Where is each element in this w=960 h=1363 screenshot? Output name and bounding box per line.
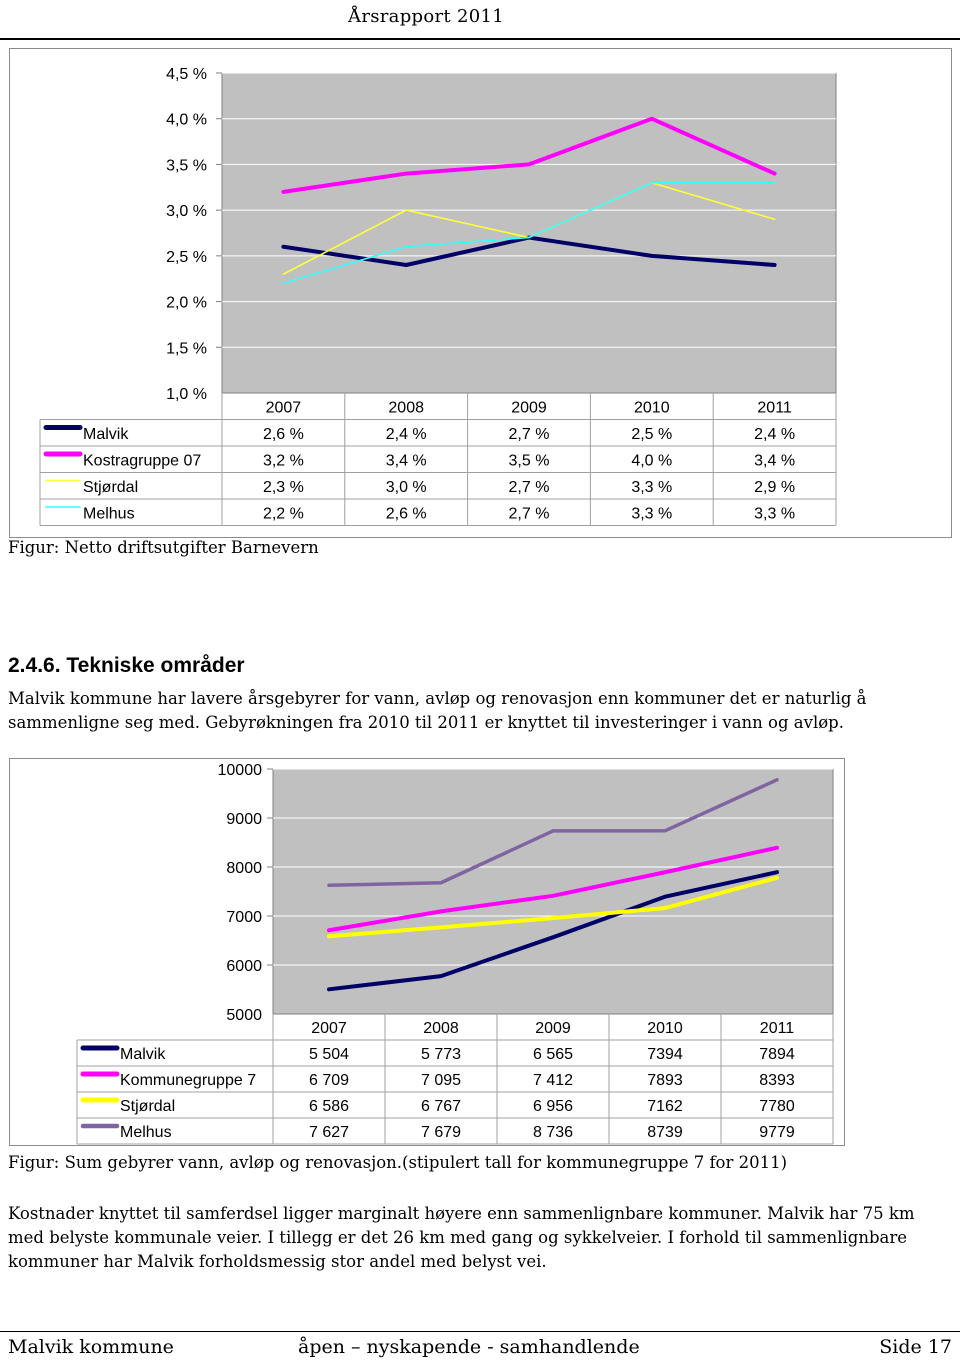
chart1-table-year: 2011	[757, 399, 792, 417]
chart1-legend-label: Kostragruppe 07	[83, 452, 202, 470]
chart2-table-cell: 6 586	[308, 1098, 350, 1115]
chart2-table-cell: 7780	[759, 1098, 795, 1115]
chart1-legend-label: Malvik	[83, 426, 129, 443]
figure-caption-gebyrer: Figur: Sum gebyrer vann, avløp og renovasjon.(stipulert tall for kommunegruppe 7 for 2011)	[8, 1153, 788, 1172]
chart2-table-cell: 7162	[647, 1098, 683, 1115]
chart2-table-cell: 8 736	[532, 1124, 574, 1141]
chart2-table-year: 2007	[311, 1020, 347, 1037]
chart2-table-cell: 7894	[759, 1046, 795, 1063]
chart1-y-tick-label: 2,5 %	[166, 248, 207, 266]
footer-right: Side 17	[879, 1336, 952, 1358]
chart1-table-cell: 3,3 %	[631, 479, 673, 496]
chart2-y-tick-label: 5000	[226, 1007, 262, 1024]
chart1-table-year: 2010	[634, 399, 670, 417]
chart1-plot-area	[222, 73, 836, 393]
chart1-table-cell: 3,2 %	[262, 452, 304, 470]
header-rule	[0, 38, 960, 40]
chart1-table-year: 2007	[265, 399, 302, 417]
chart-frame-gebyrer	[9, 758, 845, 1146]
chart2-legend-label: Stjørdal	[120, 1098, 176, 1115]
chart1-table-cell: 2,6 %	[385, 505, 427, 523]
chart1-table-cell: 3,3 %	[754, 505, 796, 523]
footer-center: åpen – nyskapende - samhandlende	[298, 1336, 640, 1358]
chart2-table-cell: 6 565	[532, 1046, 574, 1063]
chart-barnevern	[10, 49, 951, 537]
chart2-table-cell: 7893	[647, 1072, 683, 1089]
chart2-y-tick-label: 10000	[217, 762, 262, 779]
chart1-y-tick-label: 4,5 %	[166, 66, 207, 83]
chart1-legend-label: Melhus	[83, 505, 135, 523]
chart-gebyrer	[10, 759, 844, 1145]
chart2-table-cell: 6 767	[420, 1098, 462, 1115]
chart1-table-cell: 4,0 %	[631, 452, 673, 470]
chart2-table-cell: 8393	[759, 1072, 795, 1089]
chart1-table-cell: 2,4 %	[385, 426, 427, 443]
chart2-y-tick-label: 8000	[226, 860, 262, 877]
chart1-table-cell: 2,5 %	[631, 426, 673, 443]
chart2-legend-label: Melhus	[120, 1124, 172, 1141]
chart2-table-cell: 7 412	[532, 1072, 574, 1089]
chart2-table-cell: 8739	[647, 1124, 683, 1141]
figure-caption-barnevern: Figur: Netto driftsutgifter Barnevern	[8, 538, 319, 557]
chart2-table-cell: 5 773	[420, 1046, 462, 1063]
samferdsel-paragraph: Kostnader knyttet til samferdsel ligger marginalt høyere enn sammenlignbare kommuner. Malvik har 75 km med belyste kommunale veier. I tillegg er det 26 km med gang og sykkelveier. I forhold til sammenlignbare kommuner har Malvik forholdsmessig stor andel med belyst vei.	[8, 1204, 915, 1271]
chart1-table-cell: 3,4 %	[754, 452, 796, 470]
chart1-table-cell: 2,2 %	[262, 505, 304, 523]
chart1-y-tick-label: 3,5 %	[166, 157, 207, 175]
chart1-table-cell: 2,7 %	[508, 426, 550, 443]
chart1-table-year: 2009	[511, 399, 547, 417]
chart1-table-cell: 3,4 %	[385, 452, 427, 470]
chart1-y-tick-label: 3,0 %	[166, 203, 207, 221]
page-header-title: Årsrapport 2011	[348, 6, 504, 27]
chart2-table-cell: 5 504	[308, 1046, 350, 1063]
chart1-table-cell: 3,0 %	[385, 479, 427, 496]
chart1-table-year: 2008	[388, 399, 424, 417]
chart1-table-cell: 2,9 %	[754, 479, 796, 496]
footer-rule	[0, 1331, 960, 1332]
chart2-table-cell: 7 095	[420, 1072, 462, 1089]
section-title: 2.4.6. Tekniske områder	[8, 654, 245, 677]
chart2-y-tick-label: 7000	[226, 909, 262, 926]
chart2-table-cell: 7 679	[420, 1124, 462, 1141]
chart2-plot-area	[273, 769, 833, 1014]
chart2-table-cell: 9779	[759, 1124, 795, 1141]
chart1-table-cell: 2,3 %	[262, 479, 304, 496]
chart2-table-cell: 7394	[647, 1046, 683, 1063]
chart1-table-cell: 2,6 %	[262, 426, 304, 443]
chart1-y-tick-label: 1,5 %	[166, 340, 207, 358]
chart2-table-year: 2008	[423, 1020, 459, 1037]
chart1-table-cell: 3,5 %	[508, 452, 550, 470]
chart1-y-tick-label: 1,0 %	[166, 386, 207, 403]
chart2-table-year: 2009	[535, 1020, 571, 1037]
chart1-legend-label: Stjørdal	[83, 479, 139, 496]
chart1-table-cell: 2,7 %	[508, 505, 550, 523]
chart2-legend-label: Kommunegruppe 7	[120, 1072, 257, 1089]
chart1-table-cell: 2,4 %	[754, 426, 796, 443]
section-paragraph: Malvik kommune har lavere årsgebyrer for vann, avløp og renovasjon enn kommuner det er naturlig å sammenligne seg med. Gebyrøkningen fra 2010 til 2011 er knyttet til investeringer i vann og avløp.	[8, 689, 867, 732]
chart1-table-cell: 2,7 %	[508, 479, 550, 496]
chart1-y-tick-label: 4,0 %	[166, 111, 207, 129]
chart2-y-tick-label: 6000	[226, 958, 262, 975]
chart2-table-year: 2010	[647, 1020, 683, 1037]
chart2-legend-label: Malvik	[120, 1046, 166, 1063]
chart2-table-cell: 6 956	[532, 1098, 574, 1115]
chart-frame-barnevern	[9, 48, 952, 538]
chart1-table-cell: 3,3 %	[631, 505, 673, 523]
chart2-table-cell: 6 709	[308, 1072, 350, 1089]
chart1-y-tick-label: 2,0 %	[166, 294, 207, 312]
chart2-table-cell: 7 627	[308, 1124, 350, 1141]
chart2-y-tick-label: 9000	[226, 811, 262, 828]
footer-left: Malvik kommune	[8, 1336, 174, 1358]
chart2-table-year: 2011	[759, 1020, 795, 1037]
